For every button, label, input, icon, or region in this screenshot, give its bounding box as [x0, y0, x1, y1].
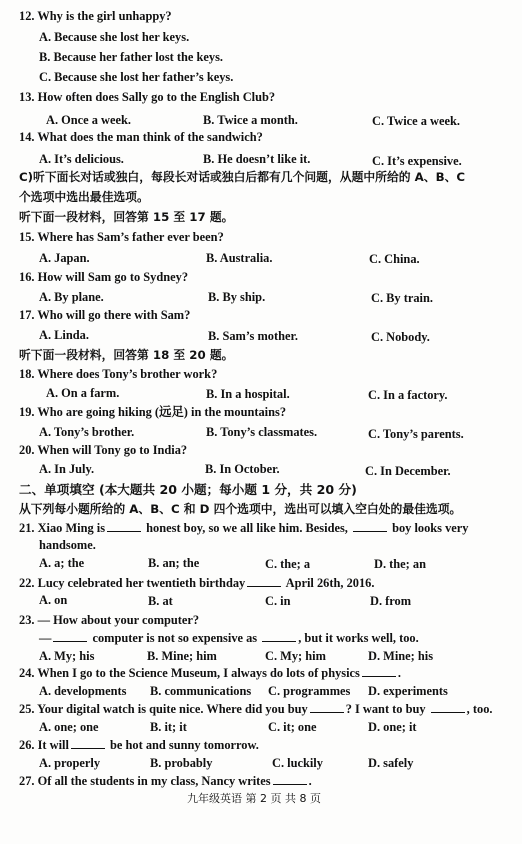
answer-option: C. luckily — [272, 756, 323, 770]
answer-option: C. In December. — [365, 464, 451, 478]
answer-option: B. Twice a month. — [203, 113, 298, 127]
answer-option: D. Mine; his — [368, 649, 434, 663]
question-text: C. Because she lost her father’s keys. — [39, 70, 234, 84]
answer-option: B. By ship. — [208, 290, 266, 304]
answer-option: B. In a hospital. — [206, 387, 290, 401]
answer-blank — [310, 702, 344, 713]
question-text: 20. When will Tony go to India? — [19, 443, 188, 457]
instruction-text: C)听下面长对话或独白，每段长对话或独白后都有几个问题，从题中所给的 A、B、C — [19, 170, 466, 184]
answer-option: A. on — [39, 593, 68, 607]
answer-option: A. developments — [39, 684, 127, 698]
question-text: 27. Of all the students in my class, Nancy writes . — [19, 774, 312, 788]
question-text: 22. Lucy celebrated her twentieth birthday April 26th, 2016. — [19, 576, 375, 590]
answer-option: C. it; one — [268, 720, 317, 734]
answer-option: B. an; the — [148, 556, 200, 570]
answer-option: A. Japan. — [39, 251, 90, 265]
answer-option: D. the; an — [374, 557, 426, 571]
answer-option: D. one; it — [368, 720, 417, 734]
answer-option: A. My; his — [39, 649, 95, 663]
question-text: 24. When I go to the Science Museum, I always do lots of physics . — [19, 666, 401, 680]
answer-blank — [53, 631, 87, 642]
answer-option: B. communications — [150, 684, 252, 698]
answer-blank — [107, 521, 141, 532]
answer-blank — [353, 521, 387, 532]
answer-option: C. programmes — [268, 684, 351, 698]
question-text: 15. Where has Sam’s father ever been? — [19, 230, 224, 244]
answer-option: C. My; him — [265, 649, 326, 663]
instruction-text: 个选项中选出最佳选项。 — [19, 190, 149, 204]
answer-option: C. In a factory. — [368, 388, 448, 402]
question-text: 16. How will Sam go to Sydney? — [19, 270, 189, 284]
question-text: handsome. — [39, 538, 96, 552]
answer-option: C. China. — [369, 252, 420, 266]
answer-option: D. from — [370, 594, 412, 608]
question-text: 17. Who will go there with Sam? — [19, 308, 191, 322]
question-text: 13. How often does Sally go to the English Club? — [19, 90, 276, 104]
instruction-text: 听下面一段材料，回答第 18 至 20 题。 — [19, 348, 234, 362]
page-footer: 九年级英语 第 2 页 共 8 页 — [187, 792, 321, 805]
instruction-text: 听下面一段材料，回答第 15 至 17 题。 — [19, 210, 234, 224]
answer-option: B. Australia. — [206, 251, 273, 265]
answer-option: A. In July. — [39, 462, 95, 476]
answer-option: A. Once a week. — [46, 113, 131, 127]
answer-option: B. Tony’s classmates. — [206, 425, 318, 439]
answer-option: B. probably — [150, 756, 213, 770]
answer-option: A. one; one — [39, 720, 99, 734]
answer-blank — [262, 631, 296, 642]
answer-blank — [431, 702, 465, 713]
answer-option: B. In October. — [205, 462, 280, 476]
question-text: A. Because she lost her keys. — [39, 30, 190, 44]
answer-option: D. safely — [368, 756, 414, 770]
answer-option: C. in — [265, 594, 291, 608]
answer-option: A. By plane. — [39, 290, 104, 304]
question-text: — computer is not so expensive as , but it works well, too. — [39, 631, 419, 645]
answer-option: D. experiments — [368, 684, 448, 698]
answer-option: A. Tony’s brother. — [39, 425, 135, 439]
question-text: 25. Your digital watch is quite nice. Where did you buy ? I want to buy , too. — [19, 702, 493, 716]
answer-option: A. Linda. — [39, 328, 89, 342]
answer-blank — [71, 738, 105, 749]
question-text: 12. Why is the girl unhappy? — [19, 9, 172, 23]
question-text: B. Because her father lost the keys. — [39, 50, 224, 64]
question-text: 23. — How about your computer? — [19, 613, 200, 627]
answer-option: B. Mine; him — [147, 649, 217, 663]
answer-option: C. Tony’s parents. — [368, 427, 464, 441]
answer-option: B. it; it — [150, 720, 187, 734]
answer-option: B. Sam’s mother. — [208, 329, 298, 343]
answer-option: C. By train. — [371, 291, 433, 305]
answer-option: A. It’s delicious. — [39, 152, 124, 166]
question-text: 18. Where does Tony’s brother work? — [19, 367, 218, 381]
answer-option: C. the; a — [265, 557, 311, 571]
answer-option: A. properly — [39, 756, 101, 770]
answer-option: B. He doesn’t like it. — [203, 152, 311, 166]
answer-option: A. On a farm. — [46, 386, 120, 400]
question-text: 21. Xiao Ming is honest boy, so we all like him. Besides, boy looks very — [19, 521, 469, 535]
question-text: 26. It will be hot and sunny tomorrow. — [19, 738, 259, 752]
instruction-text: 二、单项填空 (本大题共 20 小题；每小题 1 分，共 20 分) — [19, 482, 357, 497]
answer-option: C. Twice a week. — [372, 114, 460, 128]
answer-option: A. a; the — [39, 556, 85, 570]
answer-option: B. at — [148, 594, 173, 608]
answer-blank — [247, 576, 281, 587]
instruction-text: 从下列每小题所给的 A、B、C 和 D 四个选项中，选出可以填入空白处的最佳选项。 — [19, 502, 462, 516]
answer-blank — [362, 666, 396, 677]
answer-blank — [273, 774, 307, 785]
question-text: 19. Who are going hiking (远足) in the mountains? — [19, 405, 287, 419]
question-text: 14. What does the man think of the sandwich? — [19, 130, 263, 144]
answer-option: C. It’s expensive. — [372, 154, 462, 168]
answer-option: C. Nobody. — [371, 330, 430, 344]
